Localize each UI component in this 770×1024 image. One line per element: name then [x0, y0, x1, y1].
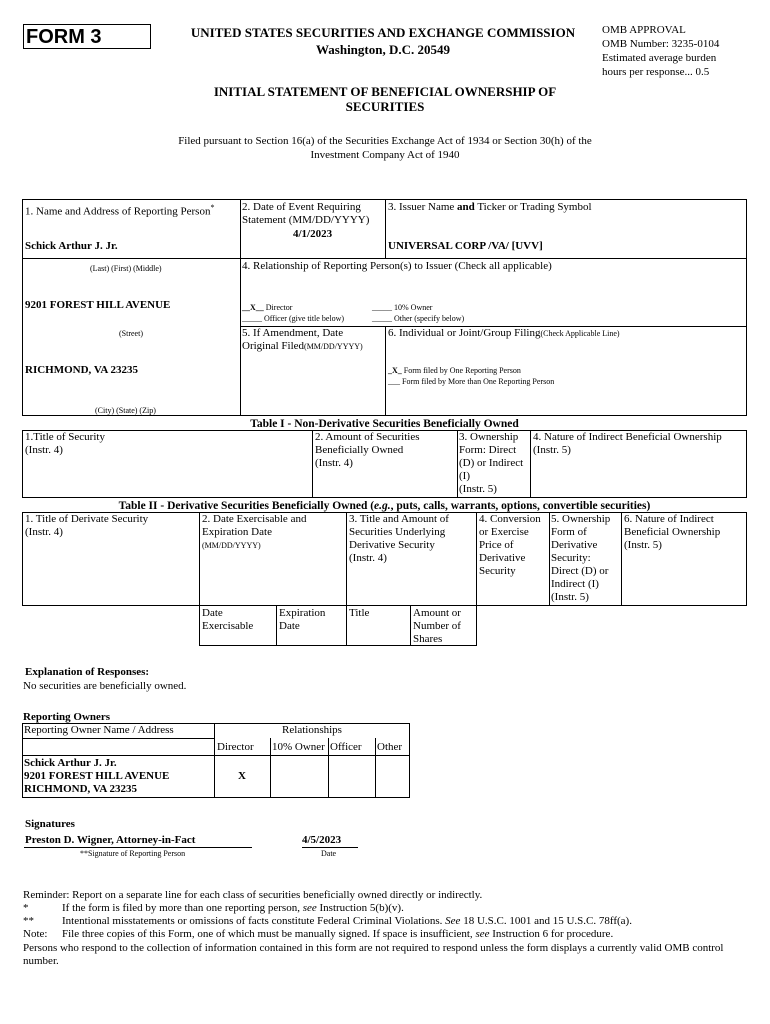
street-caption: (Street) — [119, 329, 143, 338]
note-mark: Note: — [23, 928, 48, 940]
table1-col-ownership: 3. Ownership Form: Direct (D) or Indirect (I) (Instr. 5) — [459, 431, 524, 495]
city-caption: (City) (State) (Zip) — [95, 406, 156, 415]
box2-label: 2. Date of Event Requiring Statement (MM/DD/YYYY) — [242, 201, 370, 226]
table2-col-conversion: 4. Conversion or Exercise Price of Derivative Security — [479, 513, 541, 577]
box6-label: 6. Individual or Joint/Group Filing(Check Applicable Line) — [388, 327, 620, 339]
star2-text: Intentional misstatements or omissions of facts constitute Federal Criminal Violations. See 18 U.S.C. 1001 and 15 U.S.C. 78ff(a). — [62, 915, 632, 927]
owners-heading: Reporting Owners — [23, 711, 111, 723]
star1-mark: * — [23, 902, 29, 914]
table2-title: Table II - Derivative Securities Beneficially Owned (e.g., puts, calls, warrants, options, convertible securities) — [118, 500, 651, 512]
omb-line: OMB APPROVAL — [602, 24, 686, 36]
owner-director-mark: X — [238, 770, 246, 782]
ten-percent-owner-option: _____ 10% Owner — [372, 303, 433, 312]
officer-option: _____ Officer (give title below) — [242, 314, 345, 323]
box4-label: 4. Relationship of Reporting Person(s) to Issuer (Check all applicable) — [242, 260, 552, 272]
filing-option-multiple: ___ Form filed by More than One Reporting Person — [388, 377, 555, 386]
persons-notice: Persons who respond to the collection of information contained in this form are not required to respond unless the form displays a currently valid OMB control number. — [23, 942, 724, 967]
form-label: FORM 3 — [26, 26, 102, 48]
sub-date-exercisable: Date Exercisable — [202, 607, 254, 632]
omb-line: hours per response... 0.5 — [602, 66, 710, 78]
owners-col-relationships: Relationships — [282, 724, 342, 736]
signer-name: Preston D. Wigner, Attorney-in-Fact — [25, 834, 196, 846]
table1-col-amount: 2. Amount of Securities Beneficially Owned (Instr. 4) — [315, 431, 420, 469]
filing-option-one: _X_ Form filed by One Reporting Person — [388, 366, 521, 375]
issuer-name: UNIVERSAL CORP /VA/ [UVV] — [388, 240, 543, 252]
box5-label: 5. If Amendment, Date Original Filed(MM/DD/YYYY) — [242, 327, 363, 352]
other-option: _____ Other (specify below) — [372, 314, 465, 323]
table1-col-title: 1.Title of Security (Instr. 4) — [25, 431, 105, 456]
owners-sub-director: Director — [217, 741, 254, 753]
sub-title: Title — [349, 607, 370, 619]
reporting-person-city: RICHMOND, VA 23235 — [25, 364, 138, 376]
explanation-heading: Explanation of Responses: — [25, 666, 150, 678]
sub-expiration-date: Expiration Date — [279, 607, 326, 632]
note-text: File three copies of this Form, one of which must be manually signed. If space is insufficient, see Instruction 6 for procedure. — [62, 928, 614, 940]
table2-col-nature: 6. Nature of Indirect Beneficial Ownership (Instr. 5) — [624, 513, 721, 551]
box3-label: 3. Issuer Name and Ticker or Trading Symbol — [388, 201, 592, 213]
date-caption: Date — [321, 849, 337, 858]
agency-location: Washington, D.C. 20549 — [316, 42, 450, 57]
filed-line: Investment Company Act of 1940 — [310, 149, 460, 161]
omb-approval — [602, 23, 719, 79]
filed-pursuant — [100, 134, 670, 162]
explanation-text: No securities are beneficially owned. — [23, 680, 187, 692]
document-title — [150, 84, 620, 114]
sub-amount: Amount or Number of Shares — [413, 607, 461, 645]
event-date: 4/1/2023 — [293, 228, 333, 240]
owners-sub-owner: 10% Owner — [272, 741, 325, 753]
reporting-person-street: 9201 FOREST HILL AVENUE — [25, 299, 171, 311]
signatures-heading: Signatures — [25, 818, 75, 830]
table2-col-dates: 2. Date Exercisable and Expiration Date (MM/DD/YYYY) — [202, 513, 307, 550]
box1-label: 1. Name and Address of Reporting Person* — [25, 203, 215, 218]
table1-title: Table I - Non-Derivative Securities Beneficially Owned — [250, 418, 519, 430]
title-line: SECURITIES — [345, 99, 425, 114]
filed-line: Filed pursuant to Section 16(a) of the Securities Exchange Act of 1934 or Section 30(h) of the — [178, 135, 592, 147]
star2-mark: ** — [23, 915, 34, 927]
omb-line: Estimated average burden — [602, 52, 717, 64]
title-line: INITIAL STATEMENT OF BENEFICIAL OWNERSHIP OF — [213, 84, 557, 99]
owners-col-name: Reporting Owner Name / Address — [24, 724, 174, 736]
signature-date: 4/5/2023 — [302, 834, 342, 846]
table2-col-title: 1. Title of Derivate Security (Instr. 4) — [25, 513, 149, 538]
table2-col-ownership: 5. Ownership Form of Derivative Security: Direct (D) or Indirect (I) (Instr. 5) — [551, 513, 611, 603]
star1-text: If the form is filed by more than one reporting person, see Instruction 5(b)(v). — [62, 902, 404, 914]
director-option: __X__ Director — [242, 303, 293, 312]
form-label-box — [23, 24, 151, 49]
table2-col-underlying: 3. Title and Amount of Securities Underlying Derivative Security (Instr. 4) — [349, 513, 449, 564]
omb-line: OMB Number: 3235-0104 — [602, 38, 720, 50]
reminder-text: Reminder: Report on a separate line for each class of securities beneficially owned directly or indirectly. — [23, 889, 483, 901]
signer-caption: **Signature of Reporting Person — [80, 849, 186, 858]
owners-sub-other: Other — [377, 741, 403, 753]
owners-sub-officer: Officer — [330, 741, 362, 753]
reporting-person-name: Schick Arthur J. Jr. — [25, 240, 118, 252]
owner-row-address: Schick Arthur J. Jr. 9201 FOREST HILL AVENUE RICHMOND, VA 23235 — [24, 757, 170, 795]
agency-name: UNITED STATES SECURITIES AND EXCHANGE COMMISSION — [190, 25, 576, 40]
name-caption: (Last) (First) (Middle) — [90, 264, 162, 273]
table1-col-nature: 4. Nature of Indirect Beneficial Ownership (Instr. 5) — [533, 431, 722, 456]
